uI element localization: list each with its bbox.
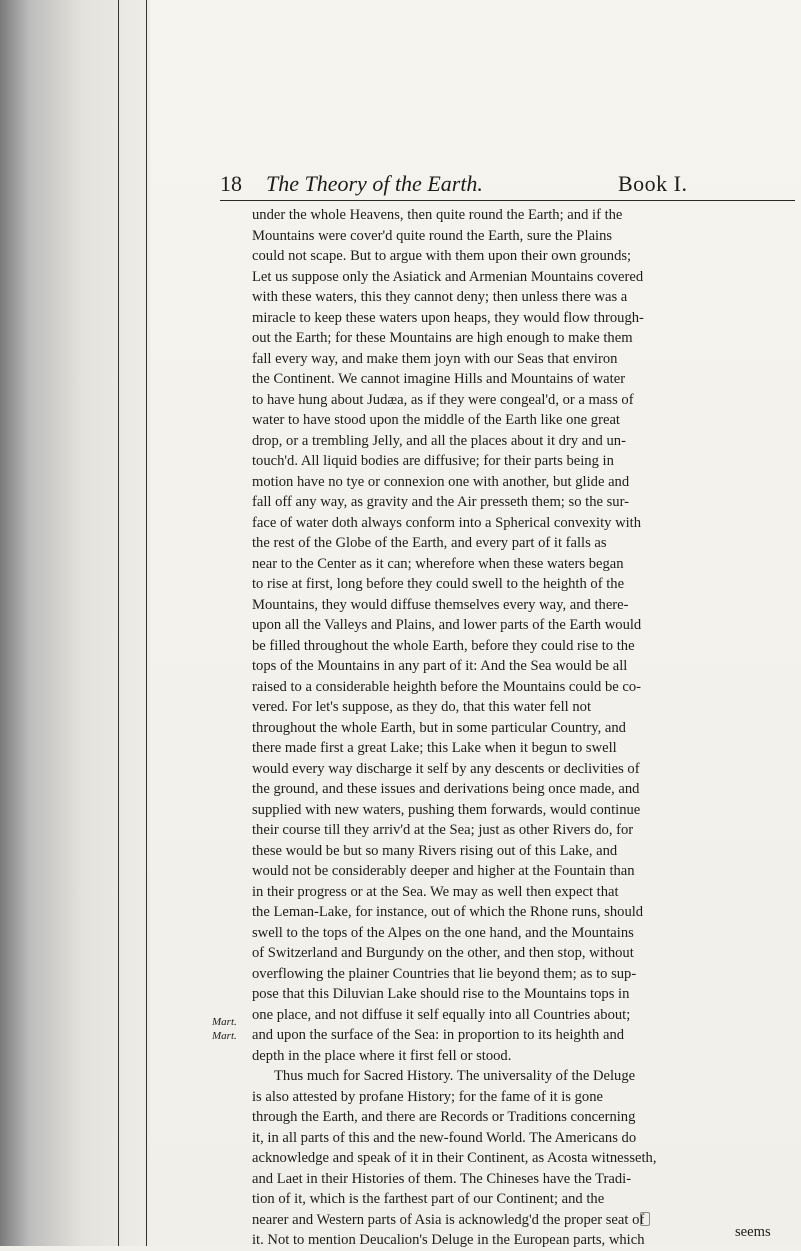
margin-note: Mart. (212, 1030, 237, 1042)
text-line: supplied with new waters, pushing them forwards, would continue (252, 801, 641, 818)
text-line: miracle to keep these waters upon heaps, they would flow through- (252, 309, 644, 326)
text-line: to have hung about Judæa, as if they were congeal'd, or a mass of (252, 391, 634, 408)
text-line: tops of the Mountains in any part of it: And the Sea would be all (252, 658, 628, 674)
text-line: be filled throughout the whole Earth, before they could rise to the (252, 637, 635, 654)
text-line: Mountains, they would diffuse themselves every way, and there- (252, 596, 629, 613)
text-line: Let us suppose only the Asiatick and Armenian Mountains covered (252, 268, 644, 285)
text-body (252, 205, 792, 1251)
text-line: water to have stood upon the middle of the Earth like one great (252, 412, 620, 428)
text-line: one place, and not diffuse it self equally into all Countries about; (252, 1006, 631, 1023)
page-header (220, 172, 800, 196)
text-line: overflowing the plainer Countries that lie beyond them; as to sup- (252, 965, 637, 982)
text-line: out the Earth; for these Mountains are high enough to make them (252, 330, 633, 346)
text-line: there made first a great Lake; this Lake when it begun to swell (252, 740, 617, 756)
text-line: fall every way, and make them joyn with our Seas that environ (252, 350, 618, 367)
text-line: it. Not to mention Deucalion's Deluge in the European parts, which (252, 1232, 645, 1248)
text-line: depth in the place where it first fell or stood. (252, 1047, 512, 1064)
text-line: the ground, and these issues and derivations being once made, and (252, 781, 640, 797)
text-line: to rise at first, long before they could swell to the heighth of the (252, 576, 625, 592)
page-number: 18 (220, 171, 242, 196)
text-line: tion of it, which is the farthest part of our Continent; and the (252, 1191, 605, 1207)
text-line: and upon the surface of the Sea: in proportion to its heighth and (252, 1027, 625, 1043)
margin-notes (212, 1015, 248, 1043)
text-line: throughout the whole Earth, but in some particular Country, and (252, 719, 626, 736)
text-line: of Switzerland and Burgundy on the other, and then stop, without (252, 945, 634, 961)
header-rule (220, 200, 795, 201)
text-line: their course till they arriv'd at the Sea; just as other Rivers do, for (252, 822, 634, 838)
text-line: drop, or a trembling Jelly, and all the places about it dry and un- (252, 432, 626, 449)
text-line: is also attested by profane History; for the fame of it is gone (252, 1088, 603, 1105)
text-line: it, in all parts of this and the new-found World. The Americans do (252, 1129, 637, 1146)
signature-mark (640, 1212, 650, 1226)
text-line: raised to a considerable heighth before the Mountains could be co- (252, 678, 642, 695)
text-line: motion have no tye or connexion one with another, but glide and (252, 473, 630, 490)
text-line: near to the Center as it can; wherefore when these waters began (252, 555, 624, 572)
text-line: the Leman-Lake, for instance, out of which the Rhone runs, should (252, 904, 644, 920)
text-line: the rest of the Globe of the Earth, and every part of it falls as (252, 535, 607, 551)
text-line: Thus much for Sacred History. The universality of the Deluge (274, 1068, 636, 1084)
text-line: under the whole Heavens, then quite round the Earth; and if the (252, 207, 623, 223)
text-line: and Laet in their Histories of them. The Chineses have the Tradi- (252, 1170, 632, 1187)
text-line: touch'd. All liquid bodies are diffusive; for their parts being in (252, 453, 614, 469)
text-line: would not be considerably deeper and higher at the Fountain than (252, 863, 635, 879)
text-line: pose that this Diluvian Lake should rise to the Mountains tops in (252, 986, 630, 1002)
book-label: Book I. (618, 171, 688, 196)
catchword: seems (735, 1224, 771, 1240)
text-line: face of water doth always conform into a Spherical convexity with (252, 514, 642, 531)
text-line: with these waters, this they cannot deny; then unless there was a (252, 289, 628, 305)
text-line: vered. For let's suppose, as they do, that this water fell not (252, 699, 592, 715)
book-gutter-shadow (0, 0, 150, 1246)
text-line: swell to the tops of the Alpes on the one hand, and the Mountains (252, 924, 634, 941)
text-line: these would be but so many Rivers rising out of this Lake, and (252, 842, 618, 859)
running-title: The Theory of the Earth. (266, 171, 483, 196)
text-line: the Continent. We cannot imagine Hills and Mountains of water (252, 371, 626, 387)
text-line: nearer and Western parts of Asia is acknowledg'd the proper seat of (252, 1211, 645, 1228)
text-line: fall off any way, as gravity and the Air presseth them; so the sur- (252, 494, 630, 510)
margin-note: Mart. (212, 1016, 237, 1028)
text-line: would every way discharge it self by any descents or declivities of (252, 760, 640, 777)
text-line: could not scape. But to argue with them upon their own grounds; (252, 248, 632, 264)
text-line: in their progress or at the Sea. We may as well then expect that (252, 883, 619, 900)
text-line: Mountains were cover'd quite round the Earth, sure the Plains (252, 227, 613, 244)
text-line: upon all the Valleys and Plains, and lower parts of the Earth would (252, 617, 642, 633)
gutter-line (146, 0, 147, 1246)
gutter-line (118, 0, 119, 1246)
text-line: through the Earth, and there are Records or Traditions concerning (252, 1109, 636, 1125)
text-line: acknowledge and speak of it in their Continent, as Acosta witnesseth, (252, 1150, 657, 1166)
